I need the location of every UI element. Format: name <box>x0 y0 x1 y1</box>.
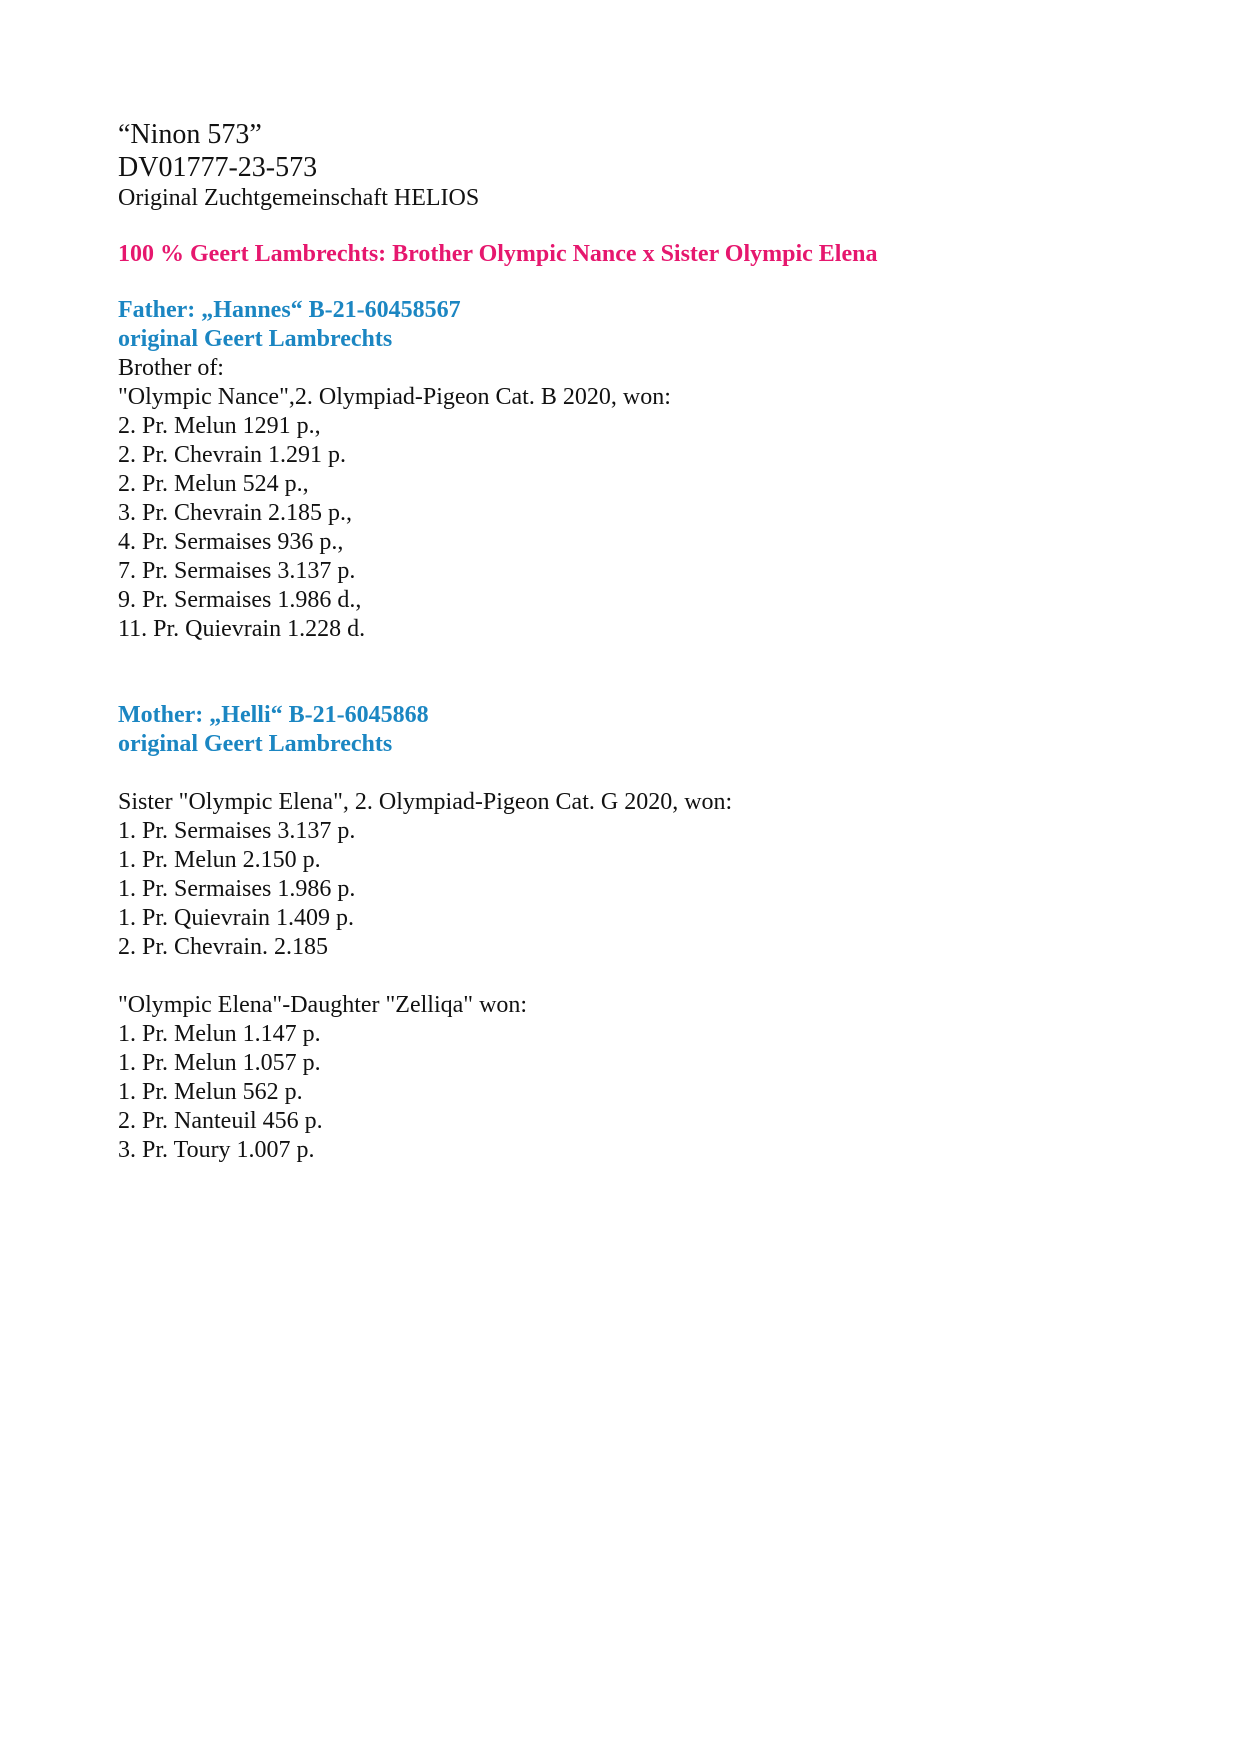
result-item: 1. Pr. Melun 1.057 p. <box>118 1050 321 1076</box>
result-item: 1. Pr. Sermaises 1.986 p. <box>118 876 356 902</box>
father-sibling-results <box>118 412 1118 644</box>
spacer <box>118 213 1118 240</box>
result-item: 1. Pr. Sermaises 3.137 p. <box>118 818 356 844</box>
result-item: 1. Pr. Melun 2.150 p. <box>118 847 321 873</box>
result-item: 9. Pr. Sermaises 1.986 d., <box>118 587 362 613</box>
result-item: 2. Pr. Melun 1291 p., <box>118 413 321 439</box>
result-item: 3. Pr. Chevrain 2.185 p., <box>118 500 352 526</box>
result-item: 2. Pr. Melun 524 p., <box>118 471 309 497</box>
spacer <box>118 644 1118 701</box>
result-item: 7. Pr. Sermaises 3.137 p. <box>118 558 356 584</box>
daughter-results <box>118 1020 1118 1165</box>
result-item: 1. Pr. Melun 1.147 p. <box>118 1021 321 1047</box>
spacer <box>118 759 1118 788</box>
mother-section <box>118 701 1118 1165</box>
result-item: 1. Pr. Quievrain 1.409 p. <box>118 905 354 931</box>
result-item: 2. Pr. Chevrain 1.291 p. <box>118 442 346 468</box>
mother-title: Mother: „Helli“ B-21-6045868 <box>118 702 429 728</box>
document-page <box>118 118 1118 1165</box>
father-title: Father: „Hannes“ B-21-60458567 <box>118 297 461 323</box>
pigeon-name: “Ninon 573” <box>118 119 262 150</box>
father-relation: Brother of: <box>118 355 224 381</box>
spacer <box>118 962 1118 991</box>
pedigree-summary: 100 % Geert Lambrechts: Brother Olympic Nance x Sister Olympic Elena <box>118 241 878 267</box>
result-item: 3. Pr. Toury 1.007 p. <box>118 1137 315 1163</box>
ring-number: DV01777-23-573 <box>118 152 318 183</box>
result-item: 11. Pr. Quievrain 1.228 d. <box>118 616 366 642</box>
father-section <box>118 296 1118 644</box>
mother-sibling-results <box>118 817 1118 962</box>
result-item: 1. Pr. Melun 562 p. <box>118 1079 303 1105</box>
result-item: 4. Pr. Sermaises 936 p., <box>118 529 344 555</box>
result-item: 2. Pr. Nanteuil 456 p. <box>118 1108 323 1134</box>
mother-origin: original Geert Lambrechts <box>118 731 393 757</box>
father-origin: original Geert Lambrechts <box>118 326 393 352</box>
father-sibling-intro: "Olympic Nance",2. Olympiad-Pigeon Cat. B 2020, won: <box>118 384 671 410</box>
breeder-origin: Original Zuchtgemeinschaft HELIOS <box>118 185 480 211</box>
result-item: 2. Pr. Chevrain. 2.185 <box>118 934 328 960</box>
spacer <box>118 269 1118 296</box>
daughter-intro: "Olympic Elena"-Daughter "Zelliqa" won: <box>118 992 528 1018</box>
mother-sibling-intro: Sister "Olympic Elena", 2. Olympiad-Pigeon Cat. G 2020, won: <box>118 789 733 815</box>
